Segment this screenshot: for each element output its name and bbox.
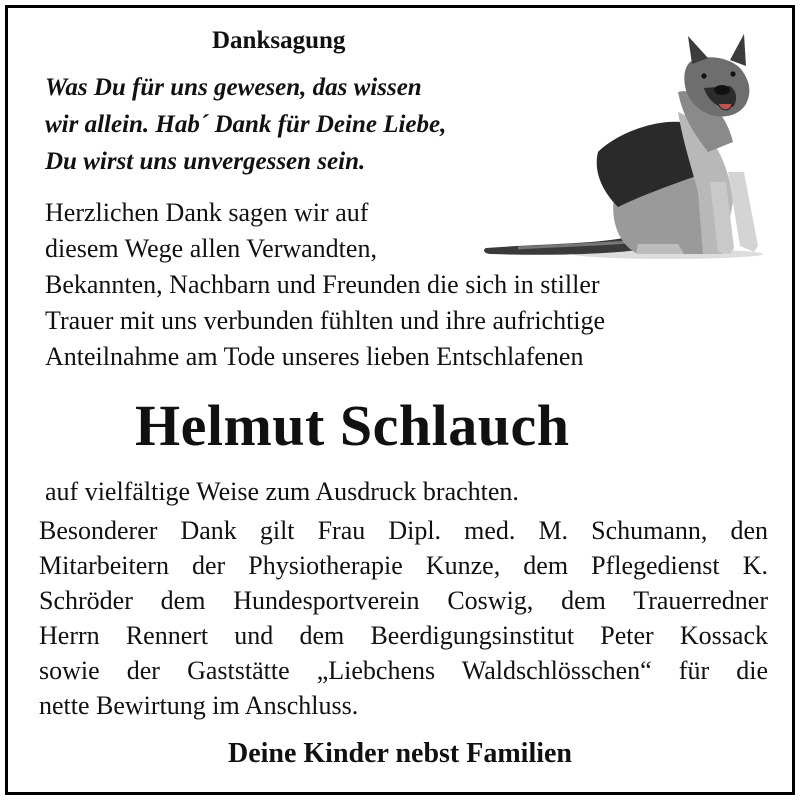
- heading: Danksagung: [212, 27, 346, 54]
- thanks-line: Besonderer Dank gilt Frau Dipl. med. M. Schumann, den: [39, 516, 768, 545]
- deceased-name: Helmut Schlauch: [135, 393, 570, 458]
- motto-line: Was Du für uns gewesen, das wissen: [45, 74, 422, 101]
- intro-line: Anteilnahme am Tode unseres lieben Entschlafenen: [45, 342, 584, 371]
- thanks-line: sowie der Gaststätte „Liebchens Waldschlösschen“ für die: [39, 656, 768, 685]
- thanks-line: Schröder dem Hundesportverein Coswig, dem Trauerredner: [39, 586, 768, 615]
- thanks-line: nette Bewirtung im Anschluss.: [39, 691, 359, 720]
- thanks-line: Mitarbeitern der Physiotherapie Kunze, dem Pflegedienst K.: [39, 551, 768, 580]
- intro-line: Trauer mit uns verbunden fühlten und ihre aufrichtige: [45, 306, 606, 335]
- intro-line: Bekannten, Nachbarn und Freunden die sich in stiller: [45, 270, 600, 299]
- signature: Deine Kinder nebst Familien: [227, 738, 573, 769]
- motto-line: Du wirst uns unvergessen sein.: [45, 148, 366, 175]
- german-shepherd-dog-icon: [478, 32, 768, 264]
- intro-line: diesem Wege allen Verwandten,: [45, 234, 377, 263]
- intro-line: Herzlichen Dank sagen wir auf: [45, 198, 369, 227]
- motto-line: wir allein. Hab´ Dank für Deine Liebe,: [45, 111, 447, 138]
- thanks-line: Herrn Rennert und dem Beerdigungsinstitut Peter Kossack: [39, 621, 768, 650]
- after-name-line: auf vielfältige Weise zum Ausdruck brachten.: [45, 477, 519, 506]
